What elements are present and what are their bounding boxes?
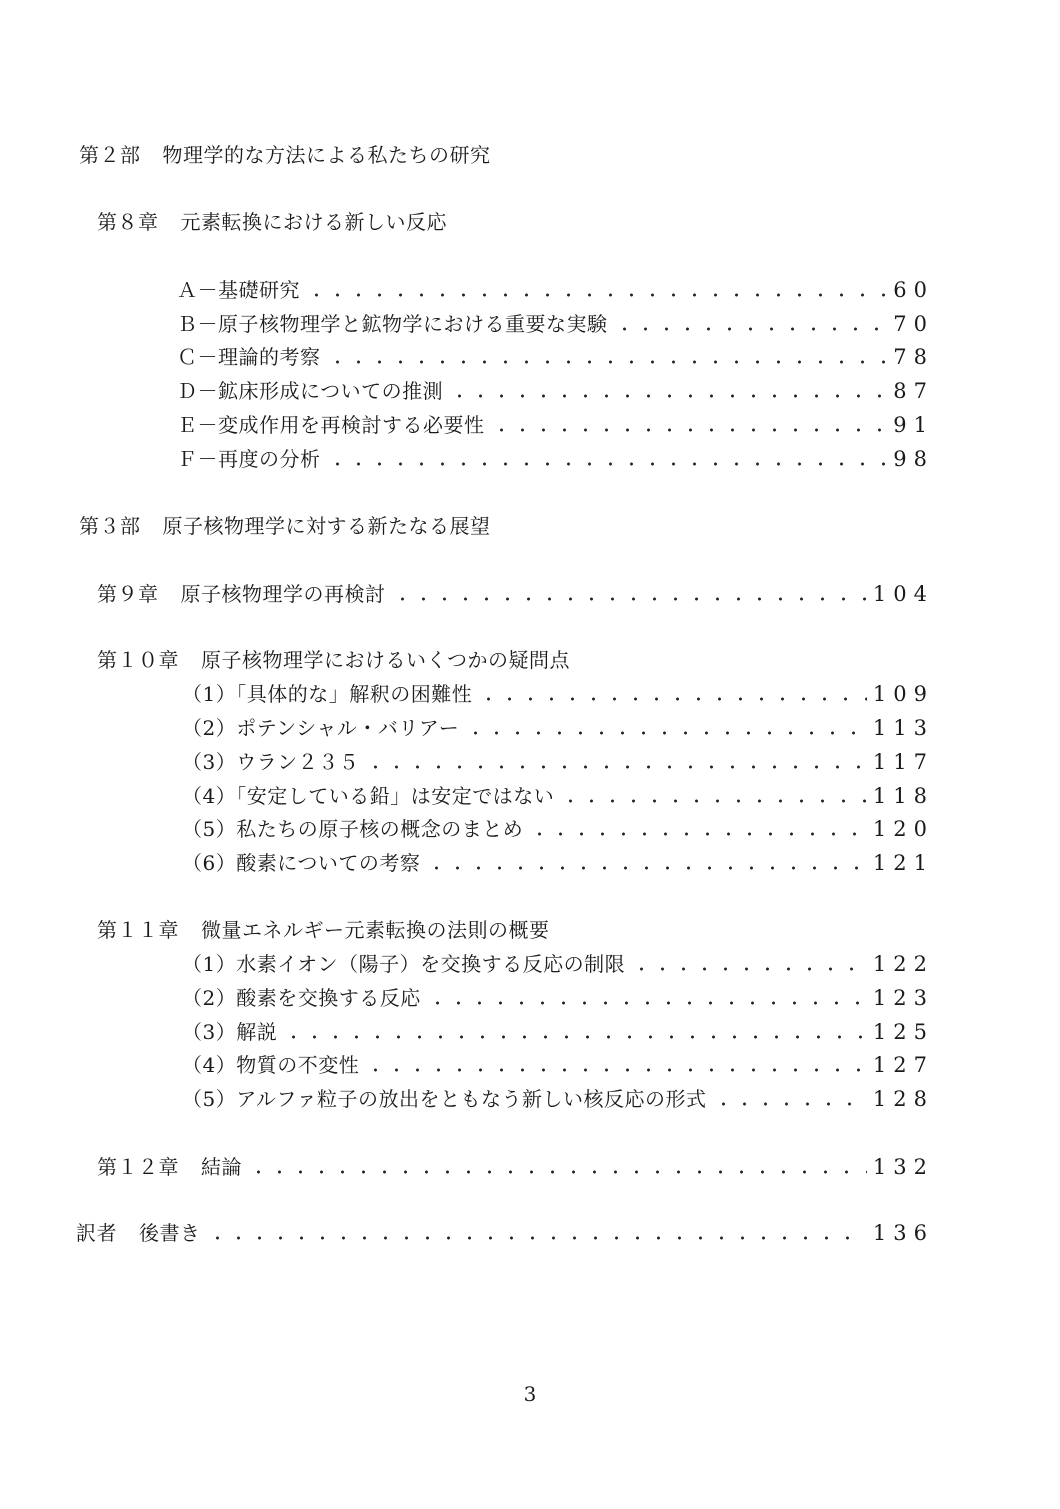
toc-entry-ch10-2[interactable] (182, 716, 934, 740)
dot-leader (427, 1001, 867, 1005)
toc-entry-label (97, 1155, 242, 1179)
chapter12-title: 結論 (201, 1155, 242, 1179)
dot-leader (248, 1170, 867, 1174)
toc-entry-page: 60 (893, 278, 934, 302)
toc-entry-page: 136 (872, 1221, 934, 1245)
toc-entry-ch11-4[interactable] (182, 1053, 934, 1077)
toc-entry-page: 78 (893, 345, 934, 369)
toc-entry-ch8-d[interactable] (177, 379, 934, 403)
toc-entry-ch10-1[interactable] (182, 682, 934, 706)
chapter10-title: 原子核物理学におけるいくつかの疑問点 (201, 648, 570, 672)
part2-title: 物理学的な方法による私たちの研究 (162, 143, 491, 167)
toc-entry-page: 117 (872, 750, 934, 774)
toc-entry-label: （5）私たちの原子核の概念のまとめ (182, 817, 524, 841)
toc-entry-label: Ｂ－原子核物理学と鉱物学における重要な実験 (177, 312, 608, 336)
toc-entry-ch10-3[interactable] (182, 750, 934, 774)
toc-entry-label: Ａ－基礎研究 (177, 278, 300, 302)
chapter8-heading (97, 210, 447, 234)
toc-entry-ch8-b[interactable] (177, 312, 934, 336)
part2-heading (79, 143, 491, 167)
chapter9-title: 原子核物理学の再検討 (180, 582, 386, 606)
dot-leader (713, 1102, 867, 1106)
toc-entry-ch11-3[interactable] (182, 1020, 934, 1044)
toc-entry-ch9[interactable] (97, 582, 934, 606)
toc-entry-label: （2）酸素を交換する反応 (182, 986, 421, 1010)
dot-leader (426, 866, 867, 870)
chapter8-title: 元素転換における新しい反応 (180, 210, 447, 234)
toc-entry-page: 113 (872, 716, 934, 740)
chapter11-title: 微量エネルギー元素転換の法則の概要 (201, 918, 550, 942)
toc-entry-label: Ｃ－理論的考察 (177, 345, 321, 369)
toc-entry-ch11-5[interactable] (182, 1087, 934, 1111)
toc-entry-ch10-5[interactable] (182, 817, 934, 841)
toc-entry-ch11-2[interactable] (182, 986, 934, 1010)
toc-entry-page: 122 (872, 952, 934, 976)
toc-entry-label: Ｆ－再度の分析 (177, 447, 321, 471)
part3-label: 第３部 (79, 514, 141, 538)
afterword-label: 訳者 (76, 1221, 117, 1245)
chapter10-heading (97, 648, 570, 672)
toc-entry-page: 70 (893, 312, 934, 336)
toc-entry-page: 91 (893, 413, 934, 437)
toc-entry-label: （5）アルファ粒子の放出をともなう新しい核反応の形式 (182, 1087, 707, 1111)
part3-title: 原子核物理学に対する新たなる展望 (162, 514, 491, 538)
toc-entry-page: 121 (872, 851, 934, 875)
dot-leader (365, 765, 867, 769)
toc-entry-label: （2）ポテンシャル・バリアー (182, 716, 460, 740)
dot-leader (631, 967, 867, 971)
toc-entry-page: 132 (872, 1155, 934, 1179)
toc-entry-label: （6）酸素についての考察 (182, 851, 421, 875)
toc-entry-ch10-4[interactable] (182, 784, 934, 808)
chapter8-label: 第８章 (97, 210, 159, 234)
toc-entry-ch8-e[interactable] (177, 413, 934, 437)
toc-entry-label: （1）「具体的な」解釈の困難性 (182, 682, 473, 706)
dot-leader (449, 394, 887, 398)
toc-entry-label: （1）水素イオン（陽子）を交換する反応の制限 (182, 952, 626, 976)
dot-leader (478, 697, 867, 701)
dot-leader (207, 1236, 867, 1240)
toc-entry-page: 125 (872, 1020, 934, 1044)
toc-entry-page: 109 (872, 682, 934, 706)
chapter11-heading (97, 918, 550, 942)
toc-entry-ch8-a[interactable] (177, 278, 934, 302)
toc-entry-label: Ｅ－変成作用を再検討する必要性 (177, 413, 485, 437)
page-number: 3 (523, 1382, 537, 1406)
chapter11-label: 第１１章 (97, 918, 179, 942)
toc-entry-label: （3）解説 (182, 1020, 278, 1044)
dot-leader (614, 327, 888, 331)
toc-entry-page: 118 (872, 784, 934, 808)
dot-leader (327, 462, 888, 466)
chapter9-label: 第９章 (97, 582, 159, 606)
afterword-title: 後書き (139, 1221, 201, 1245)
toc-entry-page: 128 (872, 1087, 934, 1111)
toc-entry-label (76, 1221, 201, 1245)
part3-heading (79, 514, 491, 538)
toc-entry-label: Ｄ－鉱床形成についての推測 (177, 379, 444, 403)
toc-entry-page: 127 (872, 1053, 934, 1077)
toc-entry-ch8-c[interactable] (177, 345, 934, 369)
toc-entry-afterword[interactable] (76, 1221, 934, 1245)
dot-leader (465, 731, 867, 735)
toc-entry-label (97, 582, 386, 606)
toc-entry-page: 120 (872, 817, 934, 841)
dot-leader (306, 293, 887, 297)
toc-entry-page: 87 (893, 379, 934, 403)
dot-leader (560, 799, 867, 803)
dot-leader (529, 832, 867, 836)
toc-entry-ch11-1[interactable] (182, 952, 934, 976)
chapter12-label: 第１２章 (97, 1155, 179, 1179)
toc-entry-ch8-f[interactable] (177, 447, 934, 471)
toc-entry-label: （4）物質の不変性 (182, 1053, 360, 1077)
toc-entry-label: （3）ウラン２３５ (182, 750, 360, 774)
dot-leader (283, 1035, 867, 1039)
toc-entry-label: （4）「安定している鉛」は安定ではない (182, 784, 555, 808)
dot-leader (365, 1068, 867, 1072)
chapter10-label: 第１０章 (97, 648, 179, 672)
toc-entry-ch10-6[interactable] (182, 851, 934, 875)
part2-label: 第２部 (79, 143, 141, 167)
dot-leader (327, 360, 888, 364)
toc-entry-page: 123 (872, 986, 934, 1010)
toc-entry-page: 98 (893, 447, 934, 471)
dot-leader (392, 597, 867, 601)
toc-entry-page: 104 (872, 582, 934, 606)
toc-entry-ch12[interactable] (97, 1155, 934, 1179)
dot-leader (491, 428, 888, 432)
